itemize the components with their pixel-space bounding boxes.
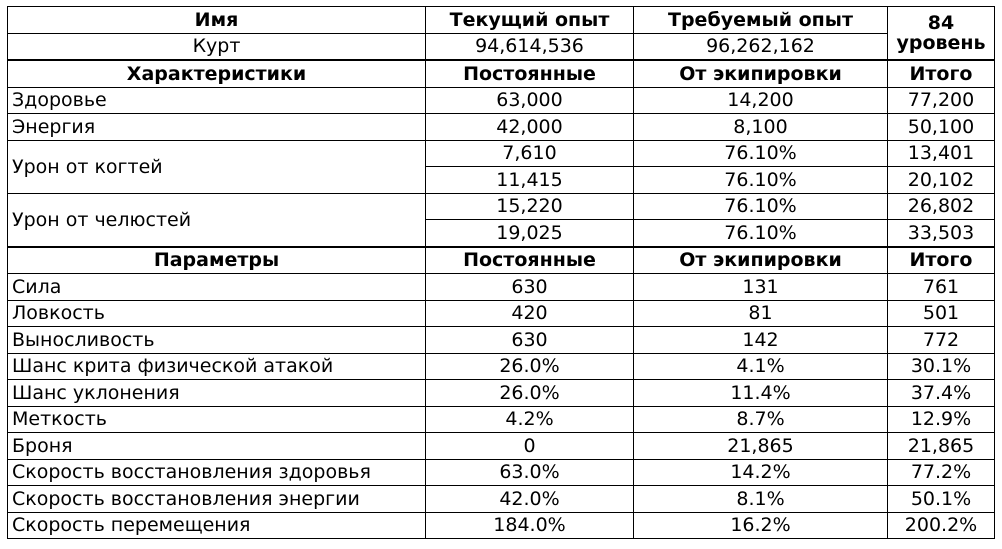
- parameters-header-row: [8, 247, 995, 274]
- table-row: [8, 459, 995, 486]
- claw-base-2: 11,415: [426, 167, 634, 194]
- total-header: Итого: [888, 60, 995, 87]
- health-label: Здоровье: [8, 87, 426, 114]
- param-equipment: 4.1%: [634, 353, 888, 380]
- param-label: Ловкость: [8, 300, 426, 327]
- base-header: Постоянные: [426, 60, 634, 87]
- equipment-header: От экипировки: [634, 60, 888, 87]
- claw-total-2: 20,102: [888, 167, 995, 194]
- param-total: 200.2%: [888, 512, 995, 539]
- energy-base: 42,000: [426, 114, 634, 141]
- jaw-base-1: 15,220: [426, 193, 634, 220]
- param-label: Скорость восстановления здоровья: [8, 459, 426, 486]
- table-row: [8, 486, 995, 513]
- jaw-base-2: 19,025: [426, 220, 634, 247]
- param-equipment: 8.7%: [634, 406, 888, 433]
- param-label: Меткость: [8, 406, 426, 433]
- param-equipment: 142: [634, 327, 888, 354]
- param-equipment: 81: [634, 300, 888, 327]
- param-base: 630: [426, 274, 634, 301]
- param-equipment: 14.2%: [634, 459, 888, 486]
- parameters-title: Параметры: [8, 247, 426, 274]
- health-equipment: 14,200: [634, 87, 888, 114]
- jaw-total-2: 33,503: [888, 220, 995, 247]
- table-row: [8, 327, 995, 354]
- param-label: Скорость перемещения: [8, 512, 426, 539]
- param-base: 630: [426, 327, 634, 354]
- table-row: [8, 300, 995, 327]
- jaw-equipment-2: 76.10%: [634, 220, 888, 247]
- param-equipment: 11.4%: [634, 380, 888, 407]
- param-base: 184.0%: [426, 512, 634, 539]
- param-total: 37.4%: [888, 380, 995, 407]
- param-base: 0: [426, 433, 634, 460]
- current-exp-header: Текущий опыт: [426, 7, 634, 34]
- param-base: 26.0%: [426, 380, 634, 407]
- level-number: 84: [927, 12, 955, 34]
- param-equipment: 8.1%: [634, 486, 888, 513]
- table-row: [8, 353, 995, 380]
- param-total: 761: [888, 274, 995, 301]
- claw-row-1: [8, 140, 995, 167]
- health-base: 63,000: [426, 87, 634, 114]
- name-header: Имя: [8, 7, 426, 34]
- energy-equipment: 8,100: [634, 114, 888, 141]
- jaw-total-1: 26,802: [888, 193, 995, 220]
- energy-label: Энергия: [8, 114, 426, 141]
- param-equipment: 131: [634, 274, 888, 301]
- required-exp-value: 96,262,162: [634, 33, 888, 60]
- param-equipment: 21,865: [634, 433, 888, 460]
- level-cell: [888, 7, 995, 61]
- table-row: [8, 274, 995, 301]
- characteristics-title: Характеристики: [8, 60, 426, 87]
- param-label: Выносливость: [8, 327, 426, 354]
- jaw-row-1: [8, 193, 995, 220]
- param-label: Шанс крита физической атакой: [8, 353, 426, 380]
- claw-base-1: 7,610: [426, 140, 634, 167]
- health-row: [8, 87, 995, 114]
- character-name: Курт: [8, 33, 426, 60]
- param-base: 26.0%: [426, 353, 634, 380]
- param-base: 420: [426, 300, 634, 327]
- param-total: 50.1%: [888, 486, 995, 513]
- param-total: 77.2%: [888, 459, 995, 486]
- energy-total: 50,100: [888, 114, 995, 141]
- param-base: 4.2%: [426, 406, 634, 433]
- claw-equipment-1: 76.10%: [634, 140, 888, 167]
- param-label: Шанс уклонения: [8, 380, 426, 407]
- table-row: [8, 512, 995, 539]
- param-total: 12.9%: [888, 406, 995, 433]
- param-total: 21,865: [888, 433, 995, 460]
- param-total: 772: [888, 327, 995, 354]
- claw-total-1: 13,401: [888, 140, 995, 167]
- param-total: 30.1%: [888, 353, 995, 380]
- claw-label: Урон от когтей: [8, 140, 426, 193]
- stats-table: [7, 6, 995, 539]
- level-word: уровень: [896, 32, 986, 54]
- current-exp-value: 94,614,536: [426, 33, 634, 60]
- health-total: 77,200: [888, 87, 995, 114]
- character-row: [8, 33, 995, 60]
- characteristics-header-row: [8, 60, 995, 87]
- table-row: [8, 406, 995, 433]
- param-equipment: 16.2%: [634, 512, 888, 539]
- param-total-header: Итого: [888, 247, 995, 274]
- table-row: [8, 433, 995, 460]
- param-base: 42.0%: [426, 486, 634, 513]
- table-row: [8, 380, 995, 407]
- jaw-label: Урон от челюстей: [8, 193, 426, 247]
- jaw-equipment-1: 76.10%: [634, 193, 888, 220]
- param-total: 501: [888, 300, 995, 327]
- energy-row: [8, 114, 995, 141]
- param-label: Скорость восстановления энергии: [8, 486, 426, 513]
- param-label: Сила: [8, 274, 426, 301]
- required-exp-header: Требуемый опыт: [634, 7, 888, 34]
- param-base: 63.0%: [426, 459, 634, 486]
- param-equipment-header: От экипировки: [634, 247, 888, 274]
- header-row: [8, 7, 995, 34]
- claw-equipment-2: 76.10%: [634, 167, 888, 194]
- param-label: Броня: [8, 433, 426, 460]
- param-base-header: Постоянные: [426, 247, 634, 274]
